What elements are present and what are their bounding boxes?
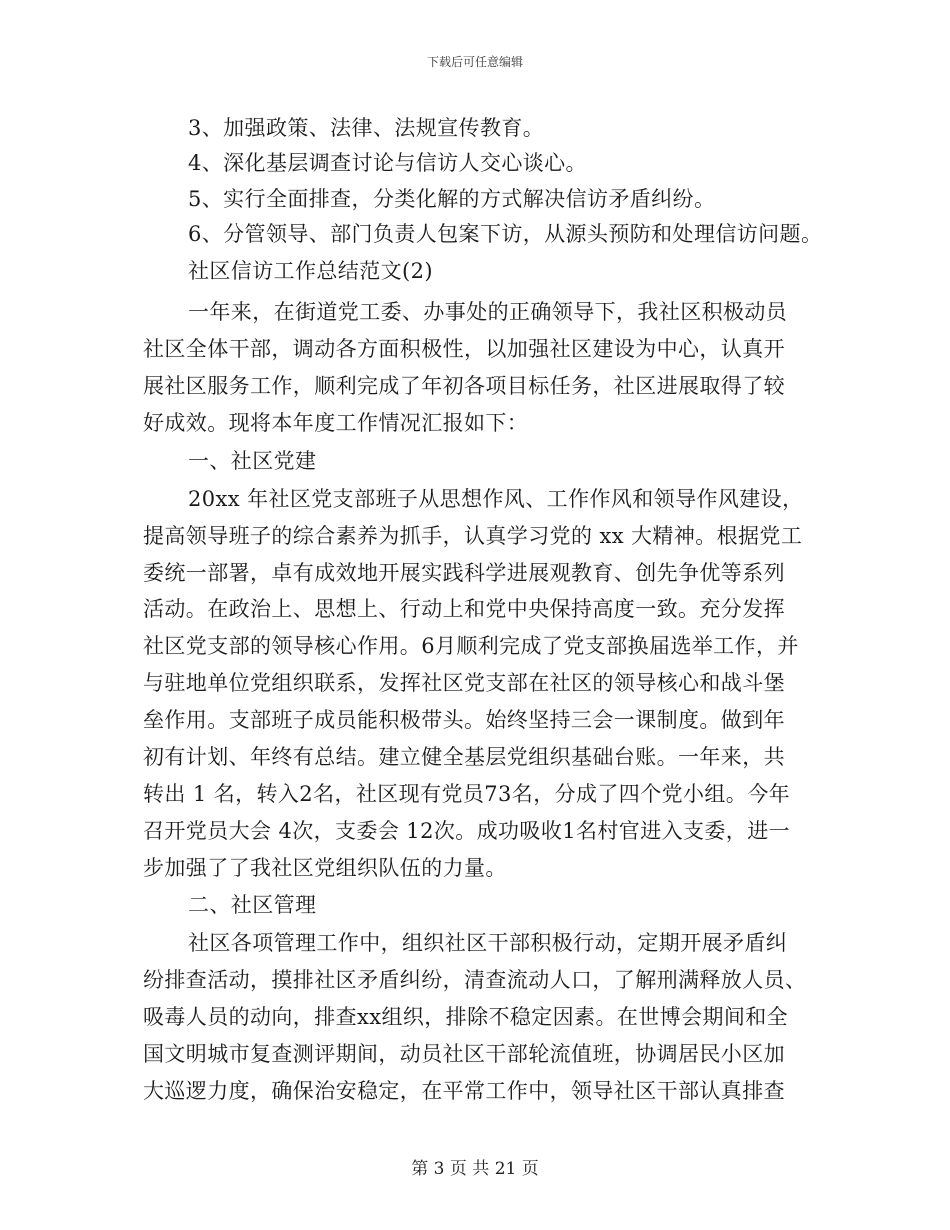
text-line: 20xx 年社区党支部班子从思想作风、工作作风和领导作风建设， [188, 487, 804, 511]
text-line: 委统一部署，卓有成效地开展实践科学进展观教育、创先争优等系列 [143, 561, 785, 585]
page-header-note: 下载后可任意编辑 [426, 55, 523, 69]
section-title: 社区信访工作总结范文(2) [188, 259, 433, 283]
text-line: 纷排查活动，摸排社区矛盾纠纷，清查流动人口，了解刑满释放人员、 [143, 968, 807, 992]
text-line: 与驻地单位党组织联系，发挥社区党支部在社区的领导核心和战斗堡 [143, 671, 785, 695]
text-line: 5、实行全面排查，分类化解的方式解决信访矛盾纠纷。 [188, 187, 716, 211]
text-line: 活动。在政治上、思想上、行动上和党中央保持高度一致。充分发挥 [143, 597, 785, 621]
section-heading: 一、社区党建 [188, 449, 317, 473]
text-line: 好成效。现将本年度工作情况汇报如下： [143, 411, 529, 435]
section-heading: 二、社区管理 [188, 893, 317, 917]
text-line: 4、深化基层调查讨论与信访人交心谈心。 [188, 151, 587, 175]
text-line: 垒作用。支部班子成员能积极带头。始终坚持三会一课制度。做到年 [143, 708, 785, 732]
text-line: 展社区服务工作，顺利完成了年初各项目标任务，社区进展取得了较 [143, 374, 785, 398]
text-line: 社区党支部的领导核心作用。6月顺利完成了党支部换届选举工作，并 [143, 634, 799, 658]
text-line: 一年来，在街道党工委、办事处的正确领导下，我社区积极动员 [188, 300, 788, 324]
text-line: 6、分管领导、部门负责人包案下访，从源头预防和处理信访问题。 [188, 222, 823, 246]
text-line: 社区各项管理工作中，组织社区干部积极行动，定期开展矛盾纠 [188, 931, 788, 955]
text-line: 社区全体干部，调动各方面积极性，以加强社区建设为中心，认真开 [143, 337, 785, 361]
text-line: 提高领导班子的综合素养为抓手，认真学习党的 xx 大精神。根据党工 [143, 524, 803, 548]
text-line: 吸毒人员的动向，排查xx组织，排除不稳定因素。在世博会期间和全 [143, 1005, 789, 1029]
text-line: 转出 1 名，转入2名，社区现有党员73名，分成了四个党小组。今年 [143, 782, 790, 806]
text-line: 步加强了了我社区党组织队伍的力量。 [143, 856, 507, 880]
text-line: 3、加强政策、法律、法规宣传教育。 [188, 116, 545, 140]
text-line: 初有计划、年终有总结。建立健全基层党组织基础台账。一年来，共 [143, 745, 785, 769]
text-line: 大巡逻力度，确保治安稳定，在平常工作中，领导社区干部认真排查 [143, 1079, 785, 1103]
page-number-footer: 第 3 页 共 21 页 [411, 1159, 539, 1179]
text-line: 国文明城市复查测评期间，动员社区干部轮流值班，协调居民小区加 [143, 1042, 785, 1066]
text-line: 召开党员大会 4次，支委会 12次。成功吸收1名村官进入支委，进一 [143, 819, 790, 843]
